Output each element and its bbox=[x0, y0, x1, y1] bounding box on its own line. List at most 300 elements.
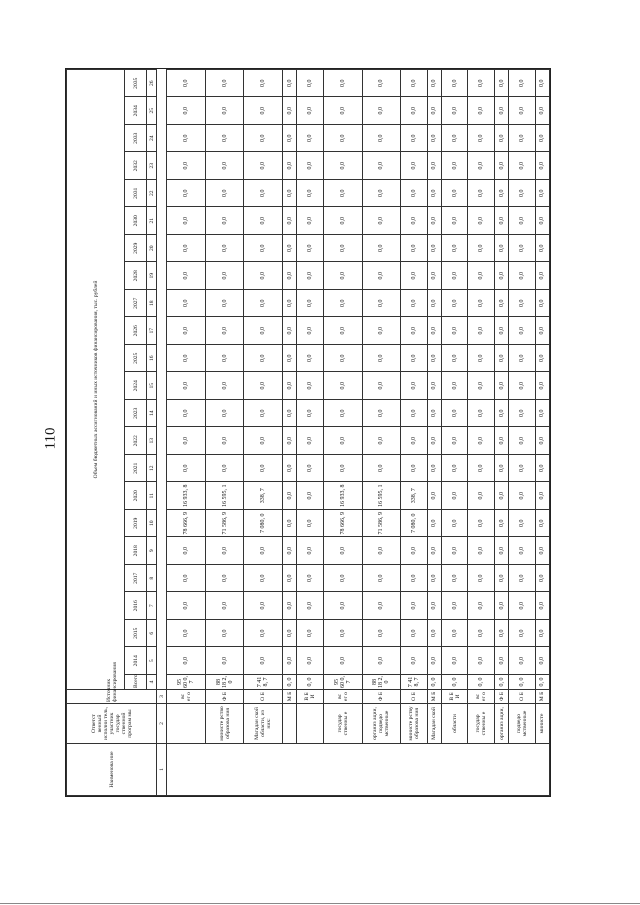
source-cell: Ф Б bbox=[205, 690, 244, 704]
value-cell: 0,0 bbox=[323, 70, 362, 98]
value-cell: 0,0 bbox=[167, 97, 206, 125]
value-cell: 0,0 bbox=[427, 455, 441, 483]
column-number: 1 bbox=[157, 744, 167, 796]
value-cell: 0,0 bbox=[441, 317, 467, 345]
value-cell: 0,0 bbox=[244, 592, 283, 620]
value-cell: 0,0 bbox=[323, 262, 362, 290]
value-cell: 0,0 bbox=[509, 372, 535, 400]
source-cell: М Б bbox=[427, 690, 441, 704]
value-cell: 0,0 bbox=[509, 290, 535, 318]
table-row bbox=[323, 70, 362, 796]
value-cell: 0,0 bbox=[362, 400, 401, 428]
value-cell: 0,0 bbox=[427, 97, 441, 125]
value-cell: 0,0 bbox=[401, 152, 427, 180]
value-cell: 0,0 bbox=[297, 235, 323, 263]
responsible-cell: государ ственны е bbox=[468, 704, 494, 744]
column-number: 9 bbox=[147, 537, 157, 565]
value-cell: 0,0 bbox=[468, 235, 494, 263]
value-cell: 0,0 bbox=[283, 510, 297, 538]
value-cell: 0,0 bbox=[427, 565, 441, 593]
value-cell: 0,0 bbox=[167, 235, 206, 263]
value-cell: 0,0 bbox=[362, 207, 401, 235]
value-cell: 0,0 bbox=[509, 537, 535, 565]
value-cell: 0,0 bbox=[205, 455, 244, 483]
value-cell: 0,0 bbox=[205, 372, 244, 400]
value-cell: 0,0 bbox=[401, 400, 427, 428]
table-row bbox=[362, 70, 401, 796]
value-cell: 0,0 bbox=[494, 482, 508, 510]
table-row bbox=[468, 70, 494, 796]
value-cell: 0,0 bbox=[509, 455, 535, 483]
value-cell: 0,0 bbox=[283, 620, 297, 648]
responsible-cell: подведо мственные bbox=[509, 704, 535, 744]
column-number: 14 bbox=[147, 400, 157, 428]
value-cell: 0,0 bbox=[297, 290, 323, 318]
value-cell: 0,0 bbox=[427, 262, 441, 290]
value-cell: 0,0 bbox=[362, 620, 401, 648]
value-cell: 0,0 bbox=[494, 565, 508, 593]
value-cell: 0,0 bbox=[401, 235, 427, 263]
header-year: 2014 bbox=[125, 647, 147, 675]
value-cell: 0,0 bbox=[441, 400, 467, 428]
value-cell: 0,0 bbox=[297, 510, 323, 538]
value-cell: 0,0 bbox=[427, 125, 441, 153]
header-year: 2018 bbox=[125, 537, 147, 565]
header-responsible: Ответст венный исполни тель, участник государ ственной програм мы bbox=[67, 704, 157, 744]
value-cell: 0,0 bbox=[441, 647, 467, 675]
value-cell: 0,0 bbox=[283, 207, 297, 235]
value-cell: 0,0 bbox=[441, 427, 467, 455]
header-total: Всего bbox=[125, 675, 147, 690]
value-cell: 0,0 bbox=[283, 180, 297, 208]
value-cell: 0,0 bbox=[494, 537, 508, 565]
column-number: 3 bbox=[157, 690, 167, 704]
value-cell: 0,0 bbox=[205, 647, 244, 675]
value-cell: 0,0 bbox=[509, 152, 535, 180]
value-cell: 0,0 bbox=[297, 400, 323, 428]
responsible-cell bbox=[167, 704, 206, 744]
value-cell: 0,0 bbox=[401, 647, 427, 675]
table-row bbox=[283, 70, 297, 796]
header-year: 2028 bbox=[125, 262, 147, 290]
value-cell: 0,0 bbox=[167, 345, 206, 373]
total-cell: 0, 0 bbox=[283, 675, 297, 690]
value-cell: 0,0 bbox=[494, 180, 508, 208]
table-row bbox=[244, 70, 283, 796]
value-cell: 0,0 bbox=[401, 372, 427, 400]
total-cell: 0, 0 bbox=[509, 675, 535, 690]
value-cell: 0,0 bbox=[244, 427, 283, 455]
value-cell: 0,0 bbox=[244, 537, 283, 565]
value-cell: 0,0 bbox=[535, 537, 549, 565]
total-cell: 88 18 2, 0 bbox=[205, 675, 244, 690]
value-cell: 0,0 bbox=[205, 592, 244, 620]
value-cell: 0,0 bbox=[535, 400, 549, 428]
value-cell: 0,0 bbox=[362, 152, 401, 180]
table-row bbox=[441, 70, 467, 796]
value-cell: 0,0 bbox=[427, 70, 441, 98]
header-year: 2034 bbox=[125, 97, 147, 125]
header-year: 2019 bbox=[125, 510, 147, 538]
value-cell: 0,0 bbox=[494, 372, 508, 400]
value-cell: 0,0 bbox=[167, 537, 206, 565]
value-cell: 0,0 bbox=[297, 372, 323, 400]
value-cell: 0,0 bbox=[427, 235, 441, 263]
header-year: 2015 bbox=[125, 620, 147, 648]
header-year: 2030 bbox=[125, 207, 147, 235]
value-cell: 0,0 bbox=[468, 317, 494, 345]
value-cell: 0,0 bbox=[167, 455, 206, 483]
value-cell: 0,0 bbox=[167, 152, 206, 180]
value-cell: 0,0 bbox=[468, 537, 494, 565]
name-cell bbox=[167, 744, 550, 796]
value-cell: 0,0 bbox=[167, 372, 206, 400]
value-cell: 7 080, 0 bbox=[401, 510, 427, 538]
total-cell: 0, 0 bbox=[535, 675, 549, 690]
value-cell: 0,0 bbox=[535, 262, 549, 290]
value-cell: 0,0 bbox=[362, 647, 401, 675]
column-number: 25 bbox=[147, 97, 157, 125]
column-number: 24 bbox=[147, 125, 157, 153]
column-number: 12 bbox=[147, 455, 157, 483]
value-cell: 0,0 bbox=[535, 565, 549, 593]
header-year: 2031 bbox=[125, 180, 147, 208]
value-cell: 0,0 bbox=[509, 510, 535, 538]
budget-table bbox=[66, 69, 550, 796]
value-cell: 0,0 bbox=[283, 537, 297, 565]
table-row bbox=[297, 70, 323, 796]
value-cell: 0,0 bbox=[494, 647, 508, 675]
total-cell: 7 41 8, 7 bbox=[244, 675, 283, 690]
value-cell: 0,0 bbox=[283, 482, 297, 510]
total-cell: 7 41 8, 7 bbox=[401, 675, 427, 690]
value-cell: 0,0 bbox=[283, 152, 297, 180]
bottom-rule bbox=[0, 903, 640, 904]
value-cell: 0,0 bbox=[468, 125, 494, 153]
value-cell: 0,0 bbox=[494, 592, 508, 620]
source-cell: вс ег о bbox=[167, 690, 206, 704]
value-cell: 0,0 bbox=[244, 235, 283, 263]
column-number: 23 bbox=[147, 152, 157, 180]
value-cell: 0,0 bbox=[427, 537, 441, 565]
value-cell: 0,0 bbox=[244, 647, 283, 675]
value-cell: 0,0 bbox=[167, 647, 206, 675]
value-cell: 0,0 bbox=[509, 592, 535, 620]
value-cell: 0,0 bbox=[323, 345, 362, 373]
value-cell: 0,0 bbox=[323, 427, 362, 455]
value-cell: 7 080, 0 bbox=[244, 510, 283, 538]
value-cell: 0,0 bbox=[362, 180, 401, 208]
value-cell: 0,0 bbox=[494, 345, 508, 373]
value-cell: 0,0 bbox=[323, 565, 362, 593]
responsible-cell: министе рство образова ния bbox=[205, 704, 244, 744]
value-cell: 0,0 bbox=[205, 152, 244, 180]
value-cell: 16 595, 1 bbox=[362, 482, 401, 510]
value-cell: 0,0 bbox=[167, 427, 206, 455]
total-cell: 0, 0 bbox=[427, 675, 441, 690]
value-cell: 0,0 bbox=[468, 592, 494, 620]
value-cell: 0,0 bbox=[441, 592, 467, 620]
value-cell: 0,0 bbox=[509, 565, 535, 593]
value-cell: 0,0 bbox=[362, 97, 401, 125]
value-cell: 0,0 bbox=[441, 345, 467, 373]
value-cell: 0,0 bbox=[509, 482, 535, 510]
value-cell: 0,0 bbox=[535, 70, 549, 98]
header-year: 2021 bbox=[125, 455, 147, 483]
value-cell: 0,0 bbox=[297, 537, 323, 565]
value-cell: 0,0 bbox=[441, 290, 467, 318]
value-cell: 0,0 bbox=[535, 97, 549, 125]
value-cell: 0,0 bbox=[297, 455, 323, 483]
source-cell: вс ег о bbox=[468, 690, 494, 704]
value-cell: 0,0 bbox=[427, 372, 441, 400]
value-cell: 0,0 bbox=[283, 97, 297, 125]
value-cell: 0,0 bbox=[441, 455, 467, 483]
value-cell: 0,0 bbox=[401, 345, 427, 373]
value-cell: 0,0 bbox=[468, 180, 494, 208]
value-cell: 0,0 bbox=[401, 620, 427, 648]
value-cell: 0,0 bbox=[509, 97, 535, 125]
total-cell: 0, 0 bbox=[297, 675, 323, 690]
value-cell: 0,0 bbox=[283, 592, 297, 620]
value-cell: 0,0 bbox=[283, 427, 297, 455]
value-cell: 0,0 bbox=[244, 125, 283, 153]
value-cell: 0,0 bbox=[205, 345, 244, 373]
value-cell: 0,0 bbox=[535, 592, 549, 620]
value-cell: 0,0 bbox=[494, 235, 508, 263]
value-cell: 0,0 bbox=[283, 400, 297, 428]
table-row bbox=[205, 70, 244, 796]
value-cell: 0,0 bbox=[297, 70, 323, 98]
source-cell: О Б bbox=[509, 690, 535, 704]
value-cell: 0,0 bbox=[494, 510, 508, 538]
column-number: 10 bbox=[147, 510, 157, 538]
value-cell: 0,0 bbox=[244, 345, 283, 373]
value-cell: 0,0 bbox=[494, 400, 508, 428]
value-cell: 0,0 bbox=[441, 125, 467, 153]
value-cell: 0,0 bbox=[244, 207, 283, 235]
value-cell: 0,0 bbox=[535, 372, 549, 400]
value-cell: 0,0 bbox=[244, 400, 283, 428]
value-cell: 0,0 bbox=[205, 427, 244, 455]
value-cell: 0,0 bbox=[323, 537, 362, 565]
header-year: 2026 bbox=[125, 317, 147, 345]
value-cell: 0,0 bbox=[427, 510, 441, 538]
value-cell: 0,0 bbox=[427, 152, 441, 180]
total-cell: 0, 0 bbox=[468, 675, 494, 690]
value-cell: 0,0 bbox=[401, 455, 427, 483]
value-cell: 0,0 bbox=[441, 152, 467, 180]
value-cell: 0,0 bbox=[509, 427, 535, 455]
value-cell: 0,0 bbox=[468, 647, 494, 675]
value-cell: 0,0 bbox=[244, 152, 283, 180]
header-year: 2023 bbox=[125, 400, 147, 428]
value-cell: 0,0 bbox=[283, 235, 297, 263]
column-number: 4 bbox=[147, 675, 157, 690]
value-cell: 0,0 bbox=[167, 290, 206, 318]
value-cell: 0,0 bbox=[323, 207, 362, 235]
value-cell: 0,0 bbox=[401, 565, 427, 593]
value-cell: 0,0 bbox=[441, 510, 467, 538]
value-cell: 0,0 bbox=[468, 565, 494, 593]
value-cell: 0,0 bbox=[468, 372, 494, 400]
value-cell: 0,0 bbox=[441, 70, 467, 98]
value-cell: 0,0 bbox=[362, 537, 401, 565]
value-cell: 0,0 bbox=[323, 455, 362, 483]
value-cell: 0,0 bbox=[323, 620, 362, 648]
value-cell: 0,0 bbox=[427, 290, 441, 318]
value-cell: 0,0 bbox=[509, 180, 535, 208]
value-cell: 0,0 bbox=[468, 510, 494, 538]
value-cell: 0,0 bbox=[362, 262, 401, 290]
value-cell: 0,0 bbox=[441, 372, 467, 400]
value-cell: 0,0 bbox=[244, 97, 283, 125]
value-cell: 78 666, 9 bbox=[167, 510, 206, 538]
value-cell: 0,0 bbox=[283, 70, 297, 98]
column-number: 7 bbox=[147, 592, 157, 620]
value-cell: 0,0 bbox=[297, 482, 323, 510]
source-cell: М Б bbox=[535, 690, 549, 704]
value-cell: 0,0 bbox=[441, 537, 467, 565]
value-cell: 0,0 bbox=[535, 455, 549, 483]
budget-table-frame bbox=[65, 68, 551, 797]
value-cell: 0,0 bbox=[509, 70, 535, 98]
value-cell: 0,0 bbox=[401, 537, 427, 565]
value-cell: 0,0 bbox=[494, 152, 508, 180]
value-cell: 0,0 bbox=[167, 207, 206, 235]
column-number: 21 bbox=[147, 207, 157, 235]
value-cell: 0,0 bbox=[494, 97, 508, 125]
source-cell: В Б И bbox=[297, 690, 323, 704]
value-cell: 0,0 bbox=[323, 235, 362, 263]
column-number: 26 bbox=[147, 70, 157, 98]
value-cell: 0,0 bbox=[401, 317, 427, 345]
value-cell: 0,0 bbox=[509, 262, 535, 290]
total-cell: 95 60 0, 7 bbox=[323, 675, 362, 690]
value-cell: 0,0 bbox=[323, 125, 362, 153]
column-number: 16 bbox=[147, 345, 157, 373]
total-cell: 0, 0 bbox=[494, 675, 508, 690]
value-cell: 0,0 bbox=[468, 400, 494, 428]
value-cell: 0,0 bbox=[297, 317, 323, 345]
responsible-cell: Магадан ской bbox=[427, 704, 441, 744]
value-cell: 0,0 bbox=[441, 235, 467, 263]
value-cell: 0,0 bbox=[362, 455, 401, 483]
value-cell: 0,0 bbox=[297, 262, 323, 290]
value-cell: 16 595, 1 bbox=[205, 482, 244, 510]
header-name: Наименова ние bbox=[67, 744, 157, 796]
value-cell: 0,0 bbox=[205, 317, 244, 345]
header-volume: Объем бюджетных ассигнований и иных источников финансирования, тыс. рублей bbox=[67, 70, 125, 690]
header-year: 2017 bbox=[125, 565, 147, 593]
value-cell: 0,0 bbox=[283, 317, 297, 345]
value-cell: 0,0 bbox=[244, 262, 283, 290]
column-number: 17 bbox=[147, 317, 157, 345]
value-cell: 0,0 bbox=[535, 235, 549, 263]
value-cell: 0,0 bbox=[297, 427, 323, 455]
value-cell: 0,0 bbox=[323, 592, 362, 620]
value-cell: 0,0 bbox=[427, 317, 441, 345]
value-cell: 0,0 bbox=[283, 455, 297, 483]
value-cell: 0,0 bbox=[297, 152, 323, 180]
value-cell: 0,0 bbox=[494, 70, 508, 98]
source-cell: О Б bbox=[401, 690, 427, 704]
value-cell: 0,0 bbox=[283, 290, 297, 318]
value-cell: 0,0 bbox=[509, 345, 535, 373]
value-cell: 0,0 bbox=[362, 592, 401, 620]
responsible-cell bbox=[283, 704, 297, 744]
value-cell: 0,0 bbox=[509, 317, 535, 345]
value-cell: 0,0 bbox=[205, 537, 244, 565]
table-row bbox=[494, 70, 508, 796]
header-year: 2033 bbox=[125, 125, 147, 153]
value-cell: 0,0 bbox=[535, 317, 549, 345]
responsible-cell: области bbox=[441, 704, 467, 744]
table-row bbox=[427, 70, 441, 796]
value-cell: 0,0 bbox=[244, 620, 283, 648]
value-cell: 0,0 bbox=[535, 510, 549, 538]
value-cell: 0,0 bbox=[401, 207, 427, 235]
value-cell: 0,0 bbox=[401, 592, 427, 620]
value-cell: 0,0 bbox=[244, 180, 283, 208]
value-cell: 0,0 bbox=[427, 345, 441, 373]
value-cell: 0,0 bbox=[535, 647, 549, 675]
responsible-cell bbox=[297, 704, 323, 744]
value-cell: 0,0 bbox=[283, 345, 297, 373]
column-number: 8 bbox=[147, 565, 157, 593]
value-cell: 0,0 bbox=[468, 482, 494, 510]
value-cell: 0,0 bbox=[401, 125, 427, 153]
value-cell: 0,0 bbox=[167, 317, 206, 345]
value-cell: 0,0 bbox=[427, 400, 441, 428]
value-cell: 0,0 bbox=[205, 97, 244, 125]
value-cell: 0,0 bbox=[535, 345, 549, 373]
value-cell: 0,0 bbox=[362, 125, 401, 153]
value-cell: 0,0 bbox=[494, 290, 508, 318]
value-cell: 0,0 bbox=[362, 427, 401, 455]
value-cell: 0,0 bbox=[427, 482, 441, 510]
total-cell: 95 60 0, 7 bbox=[167, 675, 206, 690]
value-cell: 0,0 bbox=[297, 207, 323, 235]
value-cell: 0,0 bbox=[283, 565, 297, 593]
column-number: 20 bbox=[147, 235, 157, 263]
value-cell: 0,0 bbox=[401, 427, 427, 455]
value-cell: 0,0 bbox=[427, 180, 441, 208]
value-cell: 0,0 bbox=[167, 70, 206, 98]
value-cell: 0,0 bbox=[441, 97, 467, 125]
column-number: 6 bbox=[147, 620, 157, 648]
value-cell: 0,0 bbox=[244, 372, 283, 400]
source-cell: М Б bbox=[283, 690, 297, 704]
value-cell: 0,0 bbox=[244, 455, 283, 483]
value-cell: 0,0 bbox=[323, 400, 362, 428]
header-year: 2016 bbox=[125, 592, 147, 620]
value-cell: 0,0 bbox=[283, 262, 297, 290]
header-year: 2032 bbox=[125, 152, 147, 180]
table-row bbox=[167, 70, 206, 796]
value-cell: 0,0 bbox=[401, 180, 427, 208]
value-cell: 0,0 bbox=[468, 427, 494, 455]
value-cell: 71 586, 9 bbox=[362, 510, 401, 538]
value-cell: 0,0 bbox=[494, 427, 508, 455]
value-cell: 0,0 bbox=[297, 647, 323, 675]
value-cell: 0,0 bbox=[509, 235, 535, 263]
value-cell: 0,0 bbox=[362, 317, 401, 345]
value-cell: 0,0 bbox=[535, 620, 549, 648]
value-cell: 0,0 bbox=[468, 345, 494, 373]
column-number: 19 bbox=[147, 262, 157, 290]
value-cell: 0,0 bbox=[362, 70, 401, 98]
